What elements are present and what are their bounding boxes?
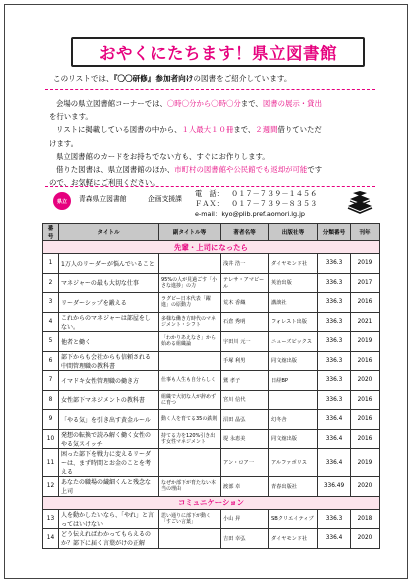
cell-no: 9: [43, 410, 59, 430]
table-row: [43, 529, 380, 549]
info-highlight: １人最大１０冊: [181, 125, 234, 135]
column-header: 分類番号: [318, 224, 351, 241]
cell-title: 他者と働く: [59, 332, 159, 352]
document-page: [4, 4, 408, 579]
cell-pub: 日経BP: [269, 371, 318, 391]
cell-author: 石倉 秀明: [221, 312, 269, 332]
intro-highlight: 『〇〇研修』参加者向け: [113, 74, 194, 83]
library-name: 青森県立図書館: [79, 195, 127, 203]
cell-author: 荒木 香織: [221, 293, 269, 313]
cell-no: 4: [43, 312, 59, 332]
info-text: まで、: [240, 99, 263, 108]
contact-info: [195, 189, 317, 219]
cell-author: 鷲 孝子: [221, 371, 269, 391]
cell-author: 宇田川 元一: [221, 332, 269, 352]
cell-cls: 336.3: [318, 351, 351, 371]
table-row: [43, 312, 380, 332]
info-text: 会場の県立図書館コーナーでは、: [56, 99, 167, 108]
cell-year: 2020: [351, 371, 380, 391]
cell-author: 沼田 晶弘: [221, 410, 269, 430]
cell-year: 2016: [351, 351, 380, 371]
cell-year: 2019: [351, 332, 380, 352]
column-header: 副タイトル等: [159, 224, 221, 241]
cell-year: 2016: [351, 429, 380, 449]
cell-pub: 青春出版社: [269, 477, 318, 497]
table-row: [43, 332, 380, 352]
cell-year: 2020: [351, 529, 380, 549]
cell-year: 2019: [351, 449, 380, 477]
cell-cls: 336.3: [318, 371, 351, 391]
info-text: を行います。: [49, 112, 93, 122]
column-header: 番号: [43, 224, 59, 241]
info-line: [49, 150, 379, 163]
cell-no: 5: [43, 332, 59, 352]
cell-sub: [159, 529, 221, 549]
cell-title: 人を動かしたいなら、「やれ」と言ってはいけない: [59, 509, 159, 529]
book-stack-icon: [345, 190, 375, 214]
info-highlight: 市町村の図書館や公民館でも返却が可能: [174, 165, 308, 175]
cell-pub: 同文舘出版: [269, 351, 318, 371]
column-header: 出版社等: [269, 224, 318, 241]
table-row: [43, 429, 380, 449]
cell-sub: [159, 449, 221, 477]
page-title: おやくにたちます！県立図書館: [99, 44, 337, 63]
section-title: コミュニケーション: [43, 496, 380, 509]
cell-title: 「やる気」を引き出す黄金ルール: [59, 410, 159, 430]
intro-text: [53, 73, 291, 84]
cell-sub: ラグビー日本代表「躍進」の原動力: [159, 293, 221, 313]
cell-title: マネジャーの最も大切な仕事: [59, 273, 159, 293]
cell-author: 宮川 信代: [221, 390, 269, 410]
book-list-table: [42, 223, 380, 549]
column-header: 著者名等: [221, 224, 269, 241]
cell-author: 吉田 幸弘: [221, 529, 269, 549]
info-text: 県立図書館のカードをお持ちでない方も、すぐにお作りします。: [56, 151, 270, 161]
intro-prefix: このリストでは、: [53, 74, 114, 83]
cell-sub: 動く人を育てる35の鉄則: [159, 410, 221, 430]
cell-author: 渡部 卓: [221, 477, 269, 497]
cell-pub: [269, 390, 318, 410]
cell-title: リーダーシップを鍛える: [59, 293, 159, 313]
info-text: まで、: [233, 125, 256, 135]
department-name: 企画支援課: [148, 195, 182, 203]
cell-pub: 幻冬舎: [269, 410, 318, 430]
divider-top: [45, 89, 375, 90]
tel-label: 電 話：: [195, 189, 224, 198]
cell-author: テレサ・アマビール: [221, 273, 269, 293]
table-row: [43, 293, 380, 313]
table-row: [43, 254, 380, 274]
table-row: [43, 509, 380, 529]
divider-bottom: [45, 186, 375, 187]
section-row: [43, 241, 380, 254]
cell-author: 浅井 浩一: [221, 254, 269, 274]
cell-cls: 336.3: [318, 332, 351, 352]
table-row: [43, 449, 380, 477]
info-line: [49, 123, 379, 136]
cell-sub: 仕事も人生も自分らしく: [159, 371, 221, 391]
library-logo-icon: 県立: [53, 192, 71, 210]
info-text: リストに掲載している図書の中から、: [56, 125, 182, 135]
info-line: [49, 97, 379, 110]
info-text: 借りた図書は、県立図書館のほか、: [56, 165, 175, 175]
cell-title: 発想の転換で読み解く働く女性のやる気スイッチ: [59, 429, 159, 449]
cell-no: 7: [43, 371, 59, 391]
cell-cls: 336.4: [318, 529, 351, 549]
table-row: [43, 410, 380, 430]
fax-number: ０１７－７３９－８３５３: [231, 199, 318, 208]
cell-pub: ダイヤモンド社: [269, 529, 318, 549]
cell-cls: 336.49: [318, 477, 351, 497]
cell-no: 6: [43, 351, 59, 371]
cell-year: 2016: [351, 410, 380, 430]
cell-title: どう伝えればわかってもらえるのか？部下に届く言葉がけの正解: [59, 529, 159, 549]
cell-no: 14: [43, 529, 59, 549]
email-address[interactable]: e-mail：kyo@plib.pref.aomori.lg.jp: [195, 210, 305, 218]
cell-pub: 講談社: [269, 293, 318, 313]
table-row: [43, 351, 380, 371]
cell-no: 1: [43, 254, 59, 274]
cell-cls: 336.4: [318, 410, 351, 430]
title-box: [71, 37, 365, 67]
cell-title: 女性部下マネジメントの教科書: [59, 390, 159, 410]
info-line: [49, 137, 379, 150]
cell-cls: 336.3: [318, 312, 351, 332]
info-highlight: 図書の展示・貸出: [262, 99, 322, 108]
cell-pub: 英治出版: [269, 273, 318, 293]
fax-label: ＦＡＸ：: [195, 199, 224, 208]
info-line: [49, 110, 379, 123]
cell-cls: 336.3: [318, 390, 351, 410]
cell-cls: 336.3: [318, 509, 351, 529]
tel-number: ０１７－７３９－１４５６: [231, 189, 318, 198]
cell-pub: フォレスト出版: [269, 312, 318, 332]
info-text: ので、お気軽にご利用ください。: [49, 178, 160, 188]
cell-year: 2017: [351, 273, 380, 293]
section-row: [43, 496, 380, 509]
cell-year: 2016: [351, 293, 380, 313]
cell-author: 手塚 利男: [221, 351, 269, 371]
cell-pub: アルファポリス: [269, 449, 318, 477]
cell-title: これからのマネジャーは部屋をしない。: [59, 312, 159, 332]
table-row: [43, 273, 380, 293]
info-text: です: [307, 165, 323, 175]
cell-sub: 思い通りに部下が動く「すごい言葉」: [159, 509, 221, 529]
cell-sub: 多様な働き方時代のマネジメント・シフト: [159, 312, 221, 332]
cell-sub: [159, 351, 221, 371]
cell-cls: 336.3: [318, 293, 351, 313]
info-highlight: ２週間: [255, 125, 278, 135]
column-header: 刊年: [351, 224, 380, 241]
section-title: 先輩・上司になったら: [43, 241, 380, 254]
cell-title: イマドキ女性管理職の働き方: [59, 371, 159, 391]
table-row: [43, 371, 380, 391]
cell-title: 困った部下を戦力に変えるリーダーは、まず時間とお金のことを考える: [59, 449, 159, 477]
cell-sub: 「わかりあえなさ」から始める組織論: [159, 332, 221, 352]
footer: [45, 188, 375, 220]
cell-no: 2: [43, 273, 59, 293]
cell-cls: 336.3: [318, 254, 351, 274]
cell-sub: 持てる力を120%引き出す女性マネジメント: [159, 429, 221, 449]
cell-sub: なぜか部下が育たない本当の理由: [159, 477, 221, 497]
cell-sub: [159, 254, 221, 274]
cell-year: 2020: [351, 477, 380, 497]
info-highlight: 〇時〇分から〇時〇分: [166, 99, 241, 108]
cell-sub: 95%の人が見過ごす「小さな進捗」の力: [159, 273, 221, 293]
intro-suffix: の図書をご紹介しています。: [193, 74, 292, 83]
table-row: [43, 477, 380, 497]
table-header-row: [43, 224, 380, 241]
cell-title: 部下からも会社からも信頼される中間管理職の教科書: [59, 351, 159, 371]
cell-author: 堤 永恵美: [221, 429, 269, 449]
cell-title: 1万人のリーダーが悩んでいること: [59, 254, 159, 274]
cell-pub: 同文舘出版: [269, 429, 318, 449]
cell-pub: ダイヤモンド社: [269, 254, 318, 274]
cell-no: 12: [43, 477, 59, 497]
cell-title: あなたの職場の繊細くんと残念な上司: [59, 477, 159, 497]
cell-cls: 336.4: [318, 429, 351, 449]
cell-year: 2016: [351, 390, 380, 410]
cell-no: 13: [43, 509, 59, 529]
info-text: けます。: [49, 138, 78, 148]
info-text: 借りていただ: [277, 125, 322, 135]
table-row: [43, 390, 380, 410]
info-block: [49, 97, 379, 189]
cell-cls: 336.3: [318, 273, 351, 293]
cell-cls: 336.4: [318, 449, 351, 477]
cell-year: 2021: [351, 312, 380, 332]
cell-pub: ニューズピックス: [269, 332, 318, 352]
cell-no: 10: [43, 429, 59, 449]
cell-no: 8: [43, 390, 59, 410]
cell-sub: 組織で大切な人が辞めずに育つ: [159, 390, 221, 410]
cell-author: 小山 昇: [221, 509, 269, 529]
cell-year: 2018: [351, 509, 380, 529]
column-header: タイトル: [59, 224, 159, 241]
info-line: [49, 163, 379, 176]
cell-pub: SBクリエイティブ: [269, 509, 318, 529]
cell-author: アン・ロア一: [221, 449, 269, 477]
cell-year: 2019: [351, 254, 380, 274]
cell-no: 11: [43, 449, 59, 477]
cell-no: 3: [43, 293, 59, 313]
